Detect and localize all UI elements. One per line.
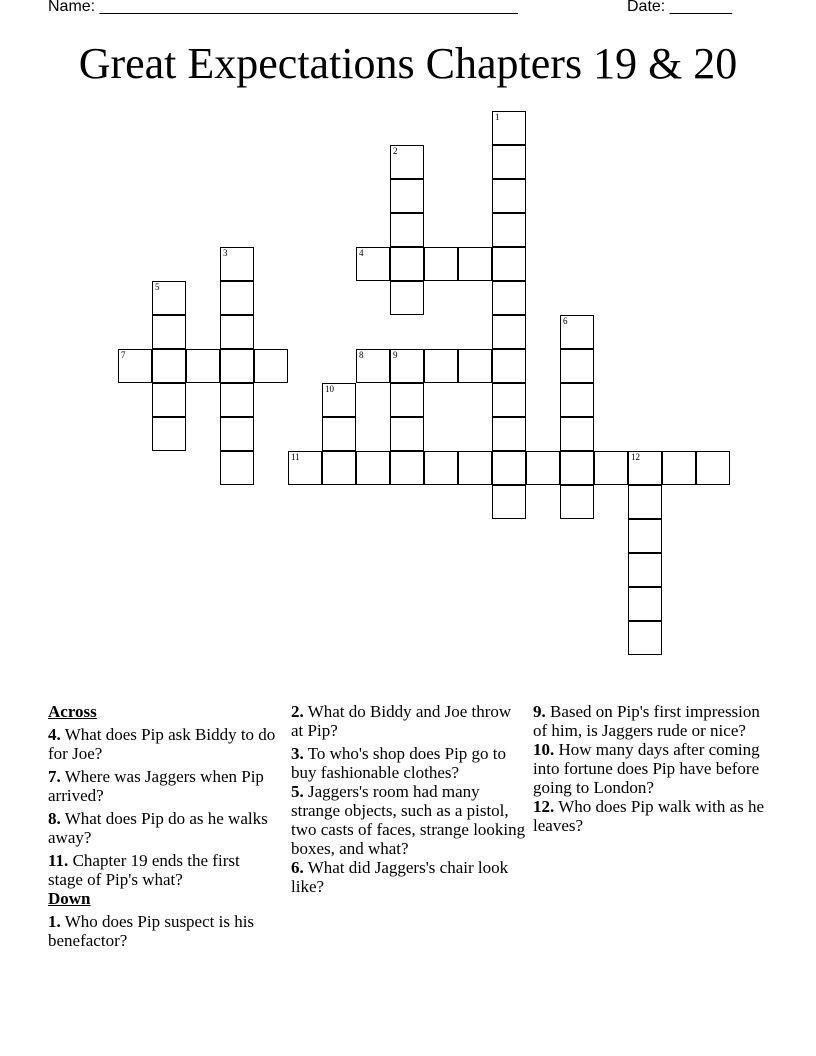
clue-text: Who does Pip suspect is his benefactor? bbox=[48, 912, 255, 950]
date-field[interactable]: Date: _______ bbox=[627, 0, 732, 15]
clue-down-5 bbox=[291, 782, 527, 858]
grid-cell[interactable] bbox=[492, 179, 526, 213]
grid-cell[interactable] bbox=[322, 451, 356, 485]
clue-down-12 bbox=[533, 797, 773, 835]
clues-column-3 bbox=[533, 702, 773, 839]
clue-text: Chapter 19 ends the first stage of Pip's what? bbox=[48, 851, 240, 889]
grid-cell[interactable] bbox=[390, 383, 424, 417]
grid-cell[interactable] bbox=[560, 485, 594, 519]
grid-cell[interactable] bbox=[356, 349, 390, 383]
clues-column-1 bbox=[48, 702, 278, 954]
grid-cell[interactable] bbox=[288, 451, 322, 485]
grid-cell[interactable] bbox=[560, 383, 594, 417]
cell-number: 11 bbox=[291, 452, 300, 462]
grid-cell[interactable] bbox=[152, 315, 186, 349]
grid-cell[interactable] bbox=[424, 247, 458, 281]
grid-cell[interactable] bbox=[628, 485, 662, 519]
grid-cell[interactable] bbox=[560, 349, 594, 383]
grid-cell[interactable] bbox=[492, 247, 526, 281]
grid-cell[interactable] bbox=[390, 451, 424, 485]
name-field[interactable]: Name: _______________________________________________ bbox=[48, 0, 518, 15]
clue-text: How many days after coming into fortune does Pip have before going to London? bbox=[533, 740, 760, 797]
clue-across-8 bbox=[48, 809, 278, 847]
grid-cell[interactable] bbox=[152, 349, 186, 383]
clue-down-2 bbox=[291, 702, 527, 740]
grid-cell[interactable] bbox=[390, 417, 424, 451]
grid-cell[interactable] bbox=[356, 451, 390, 485]
grid-cell[interactable] bbox=[220, 417, 254, 451]
cell-number: 1 bbox=[495, 112, 500, 122]
grid-cell[interactable] bbox=[220, 383, 254, 417]
grid-cell[interactable] bbox=[560, 417, 594, 451]
clue-number: 3. bbox=[291, 744, 304, 763]
grid-cell[interactable] bbox=[220, 281, 254, 315]
grid-cell[interactable] bbox=[424, 349, 458, 383]
cell-number: 10 bbox=[325, 384, 334, 394]
grid-cell[interactable] bbox=[390, 179, 424, 213]
clue-down-6 bbox=[291, 858, 527, 896]
grid-cell[interactable] bbox=[696, 451, 730, 485]
grid-cell[interactable] bbox=[220, 451, 254, 485]
grid-cell[interactable] bbox=[492, 349, 526, 383]
cell-number: 4 bbox=[359, 248, 364, 258]
cell-number: 9 bbox=[393, 350, 398, 360]
crossword-grid bbox=[118, 111, 718, 671]
grid-cell[interactable] bbox=[560, 451, 594, 485]
clue-number: 4. bbox=[48, 725, 61, 744]
clue-text: What does Pip ask Biddy to do for Joe? bbox=[48, 725, 276, 763]
grid-cell[interactable] bbox=[322, 417, 356, 451]
grid-cell[interactable] bbox=[356, 247, 390, 281]
grid-cell[interactable] bbox=[220, 349, 254, 383]
grid-cell[interactable] bbox=[492, 315, 526, 349]
clue-number: 1. bbox=[48, 912, 61, 931]
cell-number: 2 bbox=[393, 146, 398, 156]
clue-down-3 bbox=[291, 744, 527, 782]
clue-number: 6. bbox=[291, 858, 304, 877]
grid-cell[interactable] bbox=[254, 349, 288, 383]
clue-number: 5. bbox=[291, 782, 304, 801]
cell-number: 6 bbox=[563, 316, 568, 326]
grid-cell[interactable] bbox=[152, 281, 186, 315]
grid-cell[interactable] bbox=[152, 417, 186, 451]
grid-cell[interactable] bbox=[390, 281, 424, 315]
grid-cell[interactable] bbox=[220, 247, 254, 281]
clue-text: Based on Pip's first impression of him, is Jaggers rude or nice? bbox=[533, 702, 760, 740]
grid-cell[interactable] bbox=[458, 451, 492, 485]
grid-cell[interactable] bbox=[492, 145, 526, 179]
cell-number: 12 bbox=[631, 452, 640, 462]
grid-cell[interactable] bbox=[492, 383, 526, 417]
grid-cell[interactable] bbox=[492, 417, 526, 451]
clue-number: 8. bbox=[48, 809, 61, 828]
clue-number: 11. bbox=[48, 851, 69, 870]
grid-cell[interactable] bbox=[186, 349, 220, 383]
grid-cell[interactable] bbox=[390, 247, 424, 281]
clue-across-4 bbox=[48, 725, 278, 763]
clue-number: 2. bbox=[291, 702, 304, 721]
grid-cell[interactable] bbox=[594, 451, 628, 485]
clue-number: 12. bbox=[533, 797, 555, 816]
clues-column-2 bbox=[291, 702, 527, 900]
grid-cell[interactable] bbox=[220, 315, 254, 349]
grid-cell[interactable] bbox=[492, 213, 526, 247]
grid-cell[interactable] bbox=[492, 281, 526, 315]
grid-cell[interactable] bbox=[492, 451, 526, 485]
grid-cell[interactable] bbox=[628, 451, 662, 485]
grid-cell[interactable] bbox=[458, 247, 492, 281]
grid-cell[interactable] bbox=[390, 349, 424, 383]
page-title: Great Expectations Chapters 19 & 20 bbox=[78, 39, 738, 88]
cell-number: 7 bbox=[121, 350, 126, 360]
grid-cell[interactable] bbox=[152, 383, 186, 417]
grid-cell[interactable] bbox=[458, 349, 492, 383]
clue-down-1 bbox=[48, 912, 278, 950]
across-heading: Across bbox=[48, 702, 97, 721]
clue-across-11 bbox=[48, 851, 278, 889]
grid-cell[interactable] bbox=[118, 349, 152, 383]
grid-cell[interactable] bbox=[390, 145, 424, 179]
grid-cell[interactable] bbox=[526, 451, 560, 485]
clue-text: What does Pip do as he walks away? bbox=[48, 809, 268, 847]
clue-text: What did Jaggers's chair look like? bbox=[291, 858, 509, 896]
clue-text: Who does Pip walk with as he leaves? bbox=[533, 797, 765, 835]
grid-cell[interactable] bbox=[492, 485, 526, 519]
clue-down-9 bbox=[533, 702, 773, 740]
grid-cell[interactable] bbox=[492, 111, 526, 145]
clue-across-7 bbox=[48, 767, 278, 805]
clue-text: What do Biddy and Joe throw at Pip? bbox=[291, 702, 512, 740]
clue-number: 7. bbox=[48, 767, 61, 786]
grid-cell[interactable] bbox=[390, 213, 424, 247]
cell-number: 5 bbox=[155, 282, 160, 292]
grid-cell[interactable] bbox=[424, 451, 458, 485]
grid-cell[interactable] bbox=[628, 553, 662, 587]
grid-cell[interactable] bbox=[560, 315, 594, 349]
down-heading: Down bbox=[48, 889, 91, 908]
clue-text: Where was Jaggers when Pip arrived? bbox=[48, 767, 264, 805]
grid-cell[interactable] bbox=[322, 383, 356, 417]
grid-cell[interactable] bbox=[662, 451, 696, 485]
grid-cell[interactable] bbox=[628, 519, 662, 553]
clue-down-10 bbox=[533, 740, 773, 797]
grid-cell[interactable] bbox=[628, 587, 662, 621]
grid-cell[interactable] bbox=[628, 621, 662, 655]
clue-text: To who's shop does Pip go to buy fashionable clothes? bbox=[291, 744, 507, 782]
clue-number: 10. bbox=[533, 740, 555, 759]
cell-number: 3 bbox=[223, 248, 228, 258]
clue-text: Jaggers's room had many strange objects, such as a pistol, two casts of faces, strange looking boxes, and what? bbox=[291, 782, 526, 858]
clue-number: 9. bbox=[533, 702, 546, 721]
cell-number: 8 bbox=[359, 350, 364, 360]
